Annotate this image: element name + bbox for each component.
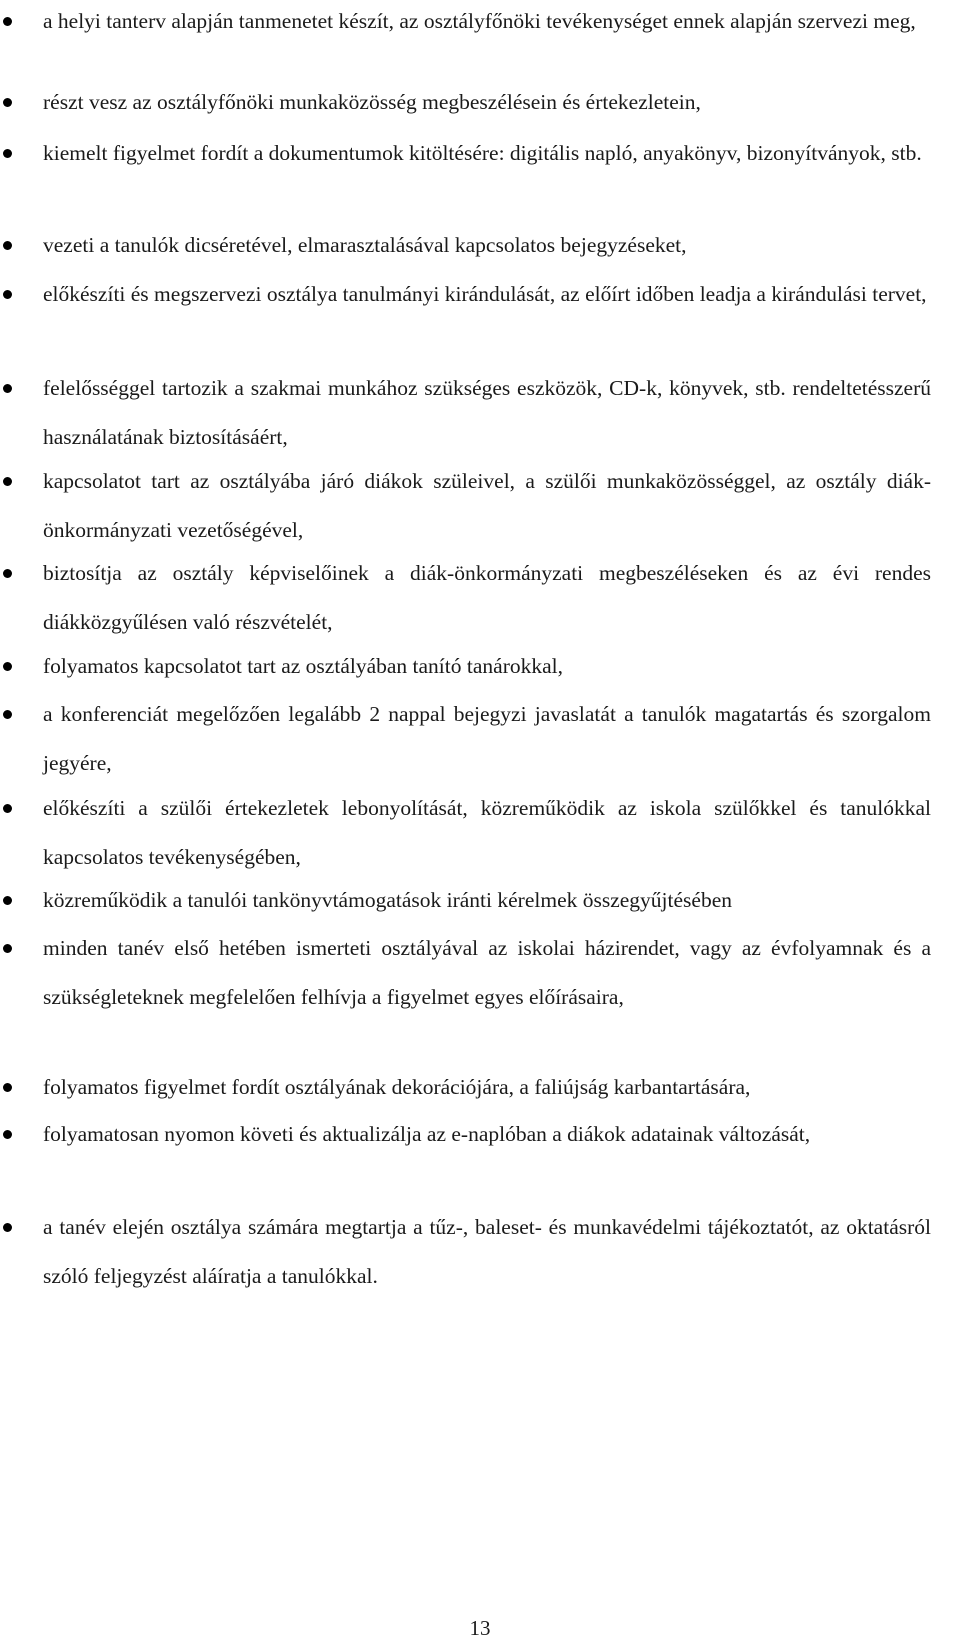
list-item-text: vezeti a tanulók dicséretével, elmarasztalásával kapcsolatos bejegyzéseket, <box>43 233 687 257</box>
list-item-text: közreműködik a tanulói tankönyvtámogatások iránti kérelmek összegyűjtésében <box>43 888 732 912</box>
list-item-text: biztosítja az osztály képviselőinek a diák-önkormányzati megbeszéléseken és az évi rendes diákközgyűlésen való részvételét, <box>43 561 931 634</box>
list-item <box>43 0 931 46</box>
bullet-icon <box>3 662 12 671</box>
bullet-icon <box>3 98 12 107</box>
list-item-text: a tanév elején osztálya számára megtartja a tűz-, baleset- és munkavédelmi tájékoztatót, az oktatásról szóló feljegyzést aláíratja a tanulókkal. <box>43 1215 931 1288</box>
bullet-icon <box>3 710 12 719</box>
list-item-text: folyamatosan nyomon követi és aktualizálja az e-naplóban a diákok adatainak változását, <box>43 1122 811 1146</box>
list-item <box>43 549 931 646</box>
list-item <box>43 784 931 881</box>
bullet-icon <box>3 944 12 953</box>
list-item <box>43 642 931 691</box>
list-item-text: minden tanév első hetében ismerteti osztályával az iskolai házirendet, vagy az évfolyamnak és a szükségleteknek megfelelően felhívja a figyelmet egyes előírásaira, <box>43 936 931 1009</box>
list-item <box>43 78 931 127</box>
bullet-icon <box>3 1130 12 1139</box>
list-item <box>43 221 931 270</box>
list-item-text: részt vesz az osztályfőnöki munkaközösség megbeszélésein és értekezletein, <box>43 90 701 114</box>
list-item <box>43 1063 931 1112</box>
bullet-icon <box>3 569 12 578</box>
list-item-text: előkészíti a szülői értekezletek lebonyolítását, közreműködik az iskola szülőkkel és tanulókkal kapcsolatos tevékenységében, <box>43 796 931 869</box>
list-item-text: előkészíti és megszervezi osztálya tanulmányi kirándulását, az előírt időben leadja a kirándulási tervet, <box>43 282 927 306</box>
list-item-text: folyamatos figyelmet fordít osztályának dekorációjára, a faliújság karbantartására, <box>43 1075 751 1099</box>
list-item <box>43 1110 931 1159</box>
list-item <box>43 457 931 554</box>
bullet-icon <box>3 804 12 813</box>
bullet-icon <box>3 290 12 299</box>
bullet-icon <box>3 477 12 486</box>
list-item-text: a helyi tanterv alapján tanmenetet készít, az osztályfőnöki tevékenységet ennek alapján szervezi meg, <box>43 9 916 33</box>
bullet-icon <box>3 241 12 250</box>
list-item-text: kiemelt figyelmet fordít a dokumentumok kitöltésére: digitális napló, anyakönyv, bizonyítványok, stb. <box>43 141 922 165</box>
list-item <box>43 924 931 1021</box>
page-number: 13 <box>469 1616 491 1640</box>
bullet-icon <box>3 149 12 158</box>
list-item <box>43 876 931 925</box>
bullet-icon <box>3 17 12 26</box>
list-item <box>43 1203 931 1300</box>
bullet-icon <box>3 1083 12 1092</box>
list-item <box>43 270 931 319</box>
bullet-icon <box>3 1223 12 1232</box>
list-item <box>43 364 931 461</box>
list-item <box>43 129 931 178</box>
bullet-icon <box>3 384 12 393</box>
list-item-text: folyamatos kapcsolatot tart az osztályában tanító tanárokkal, <box>43 654 563 678</box>
list-item-text: felelősséggel tartozik a szakmai munkához szükséges eszközök, CD-k, könyvek, stb. rendeltetésszerű használatának biztosításáért, <box>43 376 931 449</box>
list-item-text: a konferenciát megelőzően legalább 2 nappal bejegyzi javaslatát a tanulók magatartás és szorgalom jegyére, <box>43 702 931 775</box>
list-item <box>43 690 931 787</box>
bullet-icon <box>3 896 12 905</box>
list-item-text: kapcsolatot tart az osztályába járó diákok szüleivel, a szülői munkaközösséggel, az osztály diák-önkormányzati vezetőségével, <box>43 469 931 542</box>
